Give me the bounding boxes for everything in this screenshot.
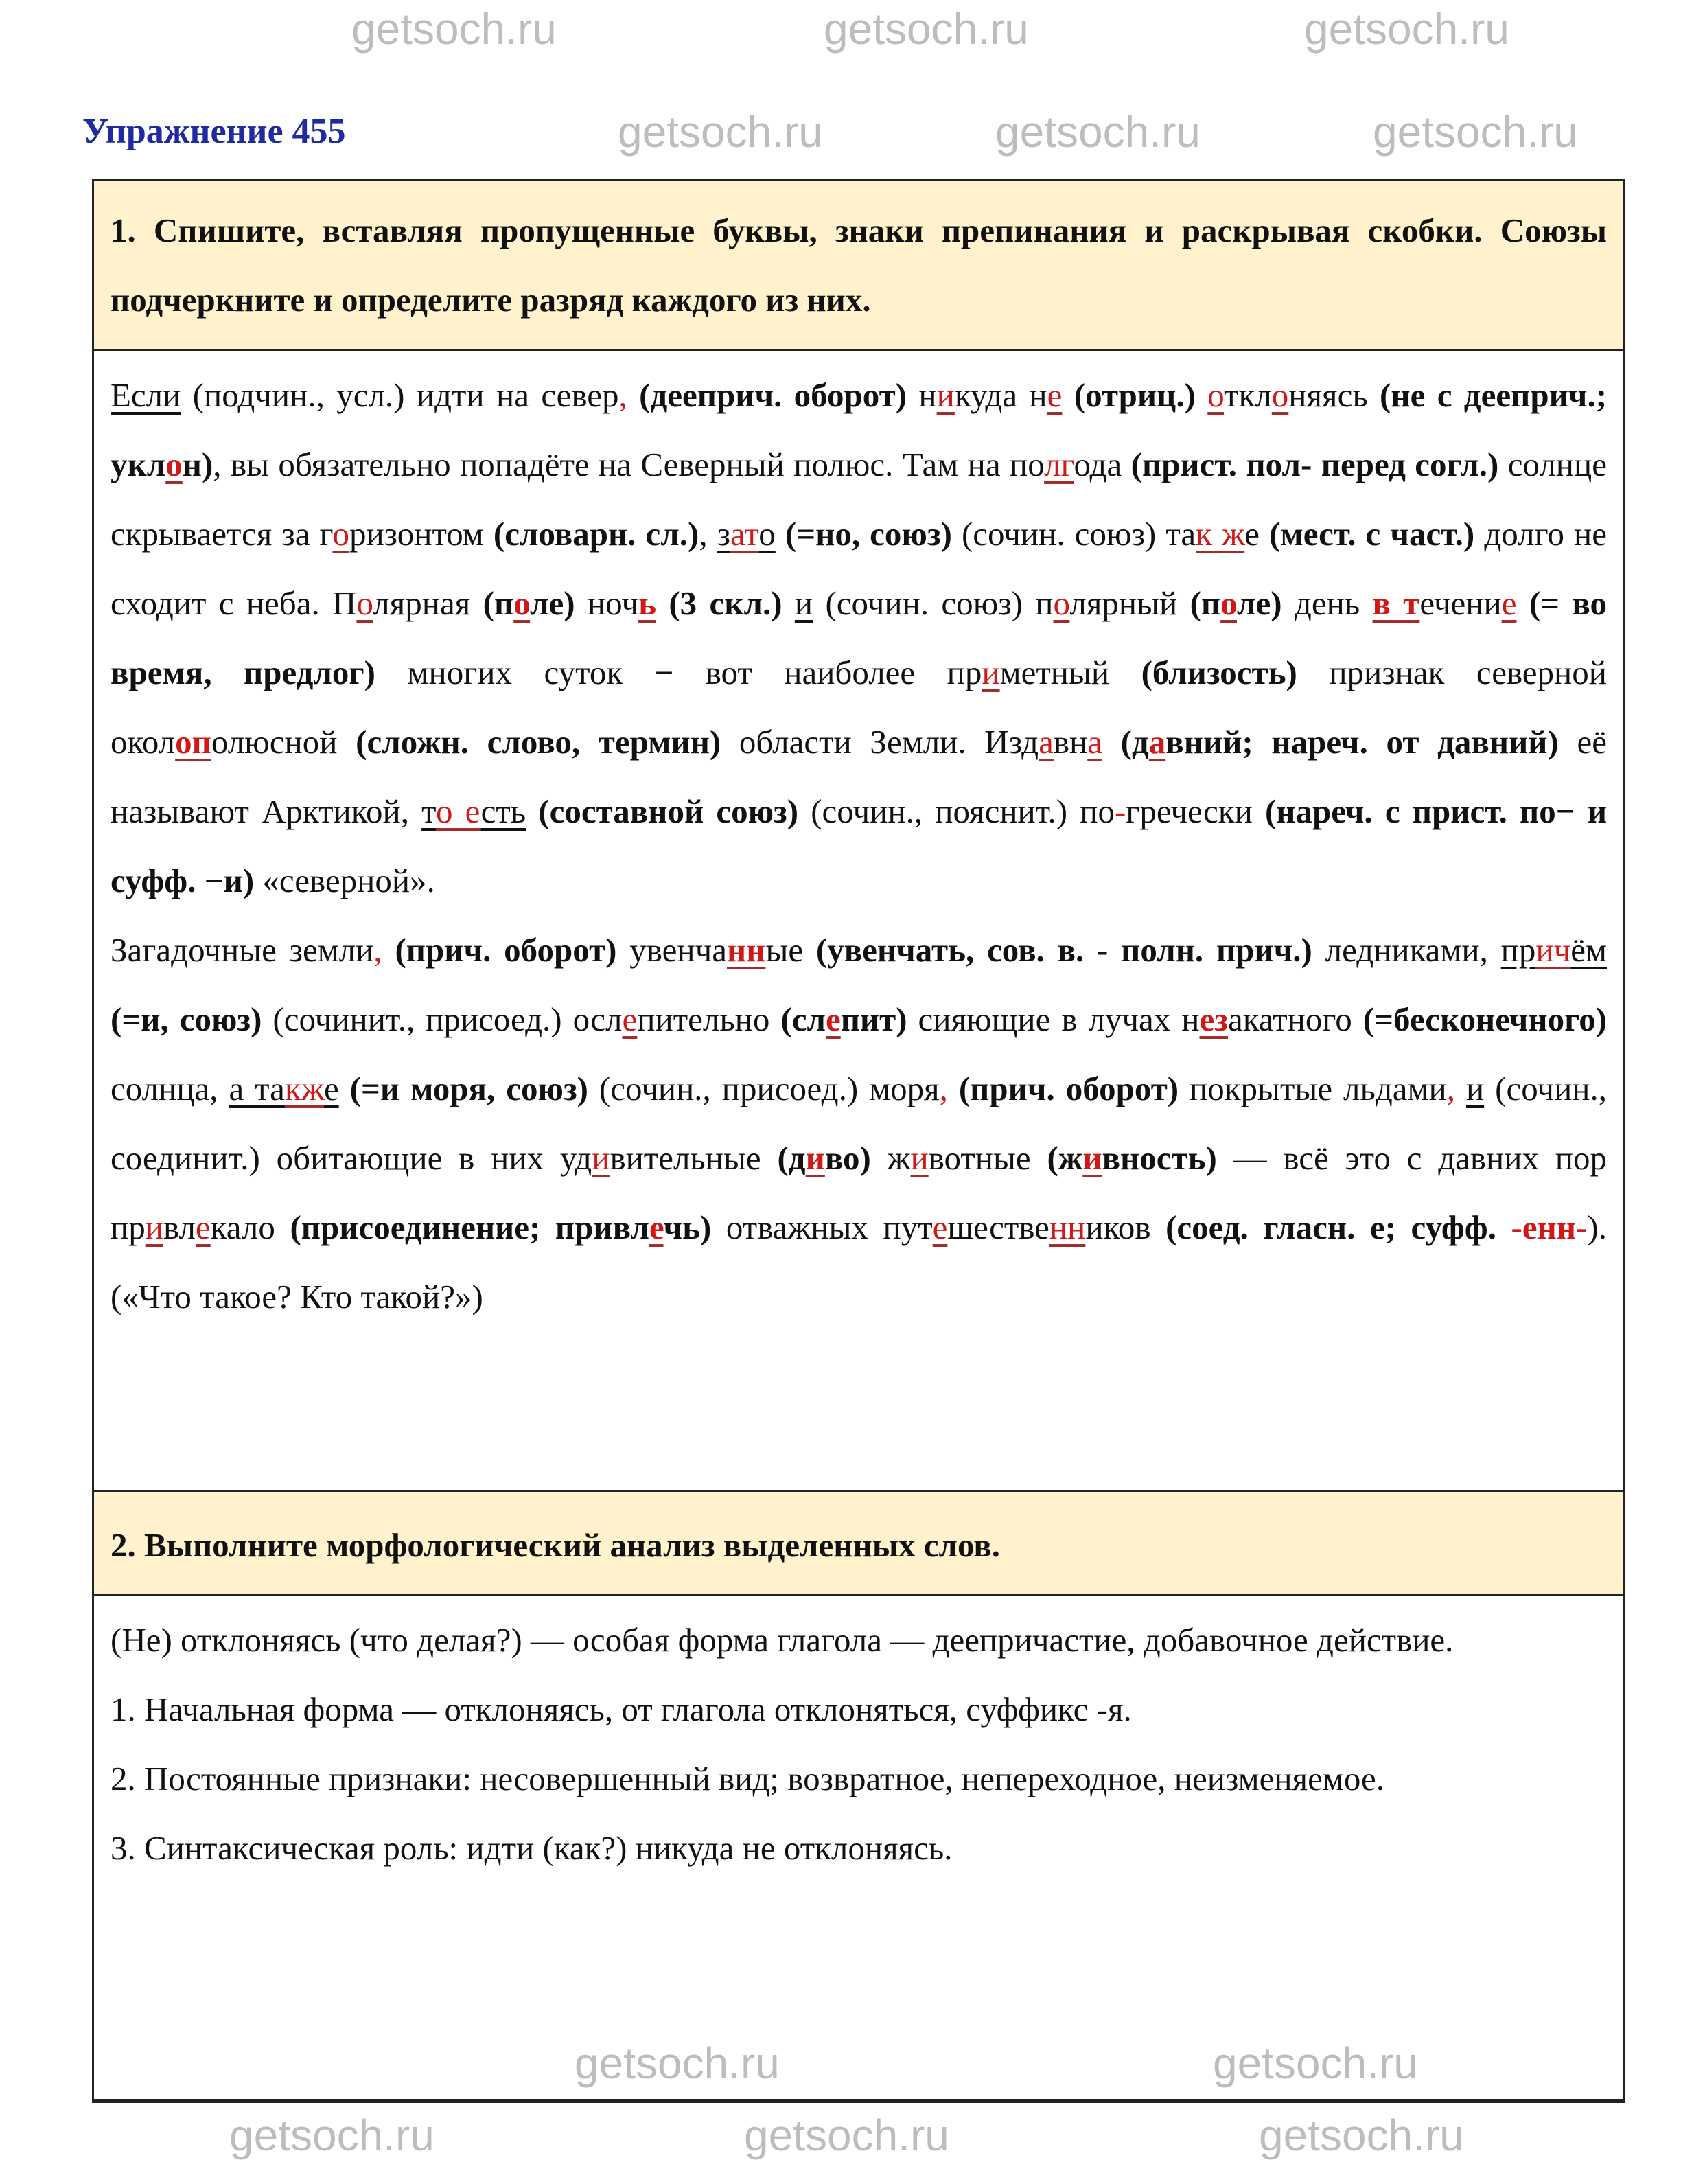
grammar-note: вний; нареч. от давний) [1165, 723, 1559, 761]
grammar-note: ле) [1237, 584, 1282, 622]
inserted-letter: , [1446, 1070, 1455, 1107]
text-segment [1455, 1070, 1466, 1107]
text-segment: (подчин., усл.) идти на север [181, 376, 619, 414]
exercise-title: Упражнение 455 [82, 112, 346, 151]
grammar-note: (прист. пол- перед согл.) [1130, 446, 1499, 483]
text-segment: ода [1074, 446, 1131, 483]
text-segment: покрытые льдами [1179, 1070, 1447, 1107]
grammar-note: н) [182, 446, 213, 483]
inserted-letter: е [825, 1000, 841, 1038]
text-segment: (сочин. союз) та [951, 515, 1196, 553]
inserted-letter: оп [175, 723, 211, 761]
inserted-letter: - [1114, 792, 1126, 830]
inserted-letter: о [356, 584, 373, 622]
text-segment: (сочин., пояснит.) по [798, 792, 1115, 830]
inserted-letter: е [622, 1000, 638, 1038]
inserted-letter: нн [726, 931, 766, 969]
text-segment: , [699, 515, 717, 553]
text-segment: долго не сходит с неба. П [111, 515, 1608, 622]
text-segment [1102, 723, 1121, 761]
grammar-note: (не с дееприч.; укл [111, 376, 1608, 483]
text-segment [627, 376, 639, 414]
grammar-note: (присоединение; привл [290, 1208, 649, 1246]
conjunction: е [323, 1070, 339, 1107]
text-segment: олюсной [211, 723, 356, 761]
conjunction: т [421, 792, 436, 830]
conjunction: и [794, 584, 813, 622]
text-segment: вительные [610, 1139, 778, 1177]
grammar-note: (=и моря, союз) [349, 1070, 588, 1107]
watermark: getsoch.ru [229, 2111, 434, 2160]
text-segment: отважных пут [711, 1208, 933, 1246]
text-segment: Загадочные земли [111, 931, 374, 969]
analysis-line: 2. Постоянные признаки: несовершенный вид; возвратное, непереходное, неизменяемое. [111, 1760, 1385, 1797]
text-segment: лярная [373, 584, 483, 622]
grammar-note: (дееприч. оборот) [639, 376, 907, 414]
text-segment: лярный [1069, 584, 1190, 622]
grammar-note: во) [824, 1139, 871, 1177]
text-segment [656, 584, 669, 622]
grammar-note: вность) [1102, 1139, 1217, 1177]
text-segment: ечени [1419, 584, 1502, 622]
inserted-letter: е [195, 1208, 211, 1246]
conjunction: пр [1500, 931, 1536, 969]
text-segment [776, 515, 785, 553]
text-segment: (сочин., присоед.) моря [588, 1070, 940, 1107]
watermark: getsoch.ru [1259, 2111, 1464, 2160]
conjunction: сть [480, 792, 526, 830]
text-segment [782, 584, 795, 622]
text-segment: кало [210, 1208, 290, 1246]
grammar-note: (словарн. сл.) [493, 515, 699, 553]
inserted-letter: , [618, 376, 627, 414]
text-segment [339, 1070, 350, 1107]
watermark: getsoch.ru [995, 107, 1201, 157]
text-segment: сияющие в лучах н [907, 1000, 1200, 1038]
text-segment: многих суток − вот наиболее пр [375, 654, 982, 691]
text-segment: признак северной окол [111, 654, 1607, 761]
text-segment: её называют Арктикой, [111, 723, 1608, 830]
grammar-note: (нареч. с прист. по− и суфф. −и) [111, 792, 1608, 899]
inserted-letter: -енн- [1511, 1208, 1588, 1246]
watermark: getsoch.ru [575, 2038, 780, 2088]
text-segment: (сочин., соединит.) обитающие в них уд [111, 1070, 1608, 1177]
inserted-letter: в т [1372, 584, 1420, 622]
inserted-letter: ич [1535, 931, 1571, 969]
inserted-letter: и [910, 1139, 929, 1177]
grammar-note: чь) [663, 1208, 712, 1246]
conjunction: з [717, 515, 731, 553]
text-segment [948, 1070, 959, 1107]
conjunction: о [758, 515, 776, 553]
grammar-note: (д [1120, 723, 1149, 761]
text-segment: ризонтом [349, 515, 494, 553]
grammar-note: (мест. с част.) [1269, 515, 1475, 553]
inserted-letter: е [932, 1208, 948, 1246]
watermark: getsoch.ru [618, 107, 823, 157]
inserted-letter: , [939, 1070, 948, 1107]
text-segment: (сочинит., присоед.) осл [262, 1000, 623, 1038]
grammar-note: пит) [840, 1000, 907, 1038]
grammar-note: (увенчать, сов. в. - полн. прич.) [815, 931, 1312, 969]
text-segment: няясь [1288, 376, 1380, 414]
watermark: getsoch.ru [824, 4, 1029, 54]
text-segment [526, 792, 538, 830]
inserted-letter: о [1271, 376, 1289, 414]
watermark: getsoch.ru [1373, 107, 1578, 157]
grammar-note: ле) [530, 584, 575, 622]
inserted-letter: нн [1049, 1208, 1086, 1246]
text-segment: ж [870, 1139, 911, 1177]
text-segment: метный [999, 654, 1141, 691]
grammar-note: (=бесконечного) [1362, 1000, 1608, 1038]
answer-paragraph [111, 915, 1607, 1331]
grammar-note: (п [1190, 584, 1221, 622]
grammar-note: (п [483, 584, 514, 622]
analysis-line: (Не) отклоняясь (что делая?) — особая форма глагола — деепричастие, добавочное действие. [111, 1621, 1454, 1659]
text-segment: е [1244, 515, 1270, 553]
text-segment: пительно [637, 1000, 781, 1038]
watermark: getsoch.ru [744, 2111, 949, 2160]
exercise-table [92, 179, 1625, 2160]
inserted-letter: ат [730, 515, 759, 553]
conjunction: ём [1570, 931, 1608, 969]
text-segment: ые [765, 931, 816, 969]
task2-prompt [94, 1492, 1623, 1596]
watermark: getsoch.ru [1213, 2038, 1418, 2088]
text-segment: (сочин. союз) п [813, 584, 1054, 622]
inserted-letter: и [936, 376, 955, 414]
text-segment: иков [1085, 1208, 1166, 1246]
conjunction: Если [111, 376, 181, 414]
grammar-note: (прич. оборот) [958, 1070, 1179, 1107]
page-footer [92, 2101, 1625, 2170]
watermark: getsoch.ru [351, 4, 557, 54]
inserted-letter: и [1082, 1139, 1102, 1177]
text-segment: солнце скрывается за г [111, 446, 1607, 553]
inserted-letter: лг [1044, 446, 1074, 483]
inserted-letter: о [1053, 584, 1070, 622]
task1-prompt [94, 181, 1623, 351]
analysis-line: 3. Синтаксическая роль: идти (как?) никуда не отклоняясь. [111, 1829, 953, 1867]
text-segment: гречески [1126, 792, 1265, 830]
grammar-note: (ж [1047, 1139, 1083, 1177]
grammar-note: (соед. гласн. е; суфф. [1165, 1208, 1511, 1246]
text-segment [1196, 376, 1207, 414]
inserted-letter: о [1220, 584, 1237, 622]
text-segment: вотные [928, 1139, 1047, 1177]
inserted-letter: о [165, 446, 183, 483]
grammar-note: (3 скл.) [669, 584, 782, 622]
text-segment: области Земли. Изд [721, 723, 1039, 761]
task2-answer [94, 1596, 1623, 2101]
inserted-letter: и [592, 1139, 610, 1177]
text-segment [1516, 584, 1529, 622]
text-segment: увенча [616, 931, 727, 969]
answer-paragraph [111, 360, 1607, 915]
text-segment: ). («Что такое? Кто такой?») [111, 1208, 1607, 1315]
inserted-letter: кж [284, 1070, 324, 1107]
inserted-letter: о [1207, 376, 1225, 414]
grammar-note: (=но, союз) [785, 515, 952, 553]
inserted-letter: а [1148, 723, 1166, 761]
inserted-letter: е [649, 1208, 664, 1246]
analysis-line: 1. Начальная форма — отклоняясь, от глагола отклоняться, суффикс -я. [111, 1690, 1132, 1728]
grammar-note: (близость) [1141, 654, 1297, 691]
inserted-letter: к ж [1196, 515, 1245, 553]
task1-answer [94, 351, 1623, 1492]
inserted-letter: о [513, 584, 531, 622]
inserted-letter: и [805, 1139, 825, 1177]
conjunction: а та [229, 1070, 285, 1107]
text-segment: шестве [947, 1208, 1049, 1246]
inserted-letter: о [332, 515, 349, 553]
grammar-note: (отриц.) [1074, 376, 1196, 414]
grammar-note: (составной союз) [538, 792, 799, 830]
watermark: getsoch.ru [1304, 4, 1509, 54]
inserted-letter: е [1047, 376, 1063, 414]
text-segment: вн [1053, 723, 1088, 761]
text-segment: акатного [1227, 1000, 1363, 1038]
grammar-note: (сложн. слово, термин) [356, 723, 721, 761]
text-segment: солнца, [111, 1070, 229, 1107]
text-segment: ноч [575, 584, 639, 622]
text-segment: ледниками, [1312, 931, 1501, 969]
text-segment: «северной». [254, 862, 435, 899]
text-segment: вл [163, 1208, 196, 1246]
text-segment: ткл [1224, 376, 1272, 414]
inserted-letter: о е [435, 792, 481, 830]
grammar-note: (= во время, предлог) [111, 584, 1608, 691]
text-segment: , вы обязательно попадёте на Северный полюс. Там на по [213, 446, 1045, 483]
inserted-letter: а [1087, 723, 1102, 761]
inserted-letter: е [1501, 584, 1517, 622]
text-segment [1062, 376, 1074, 414]
text-segment: куда н [954, 376, 1047, 414]
text-segment: — всё это с давних пор пр [111, 1139, 1608, 1246]
conjunction: и [1465, 1070, 1485, 1107]
inserted-letter: , [373, 931, 382, 969]
inserted-letter: ез [1199, 1000, 1228, 1038]
grammar-note: (=и, союз) [111, 1000, 262, 1038]
text-segment: н [907, 376, 937, 414]
text-segment [382, 931, 395, 969]
inserted-letter: а [1039, 723, 1054, 761]
task2-prompt-text: 2. Выполните морфологический анализ выделенных слов. [111, 1526, 1000, 1564]
grammar-note: (прич. оборот) [395, 931, 617, 969]
grammar-note: (д [777, 1139, 806, 1177]
inserted-letter: и [982, 654, 1000, 691]
grammar-note: (сл [780, 1000, 826, 1038]
text-segment: день [1281, 584, 1373, 622]
task1-prompt-text: 1. Спишите, вставляя пропущенные буквы, знаки препинания и раскрывая скобки. Союзы подчеркните и определите разряд каждого из них. [111, 211, 1607, 319]
inserted-letter: ь [638, 584, 656, 622]
inserted-letter: и [145, 1208, 163, 1246]
